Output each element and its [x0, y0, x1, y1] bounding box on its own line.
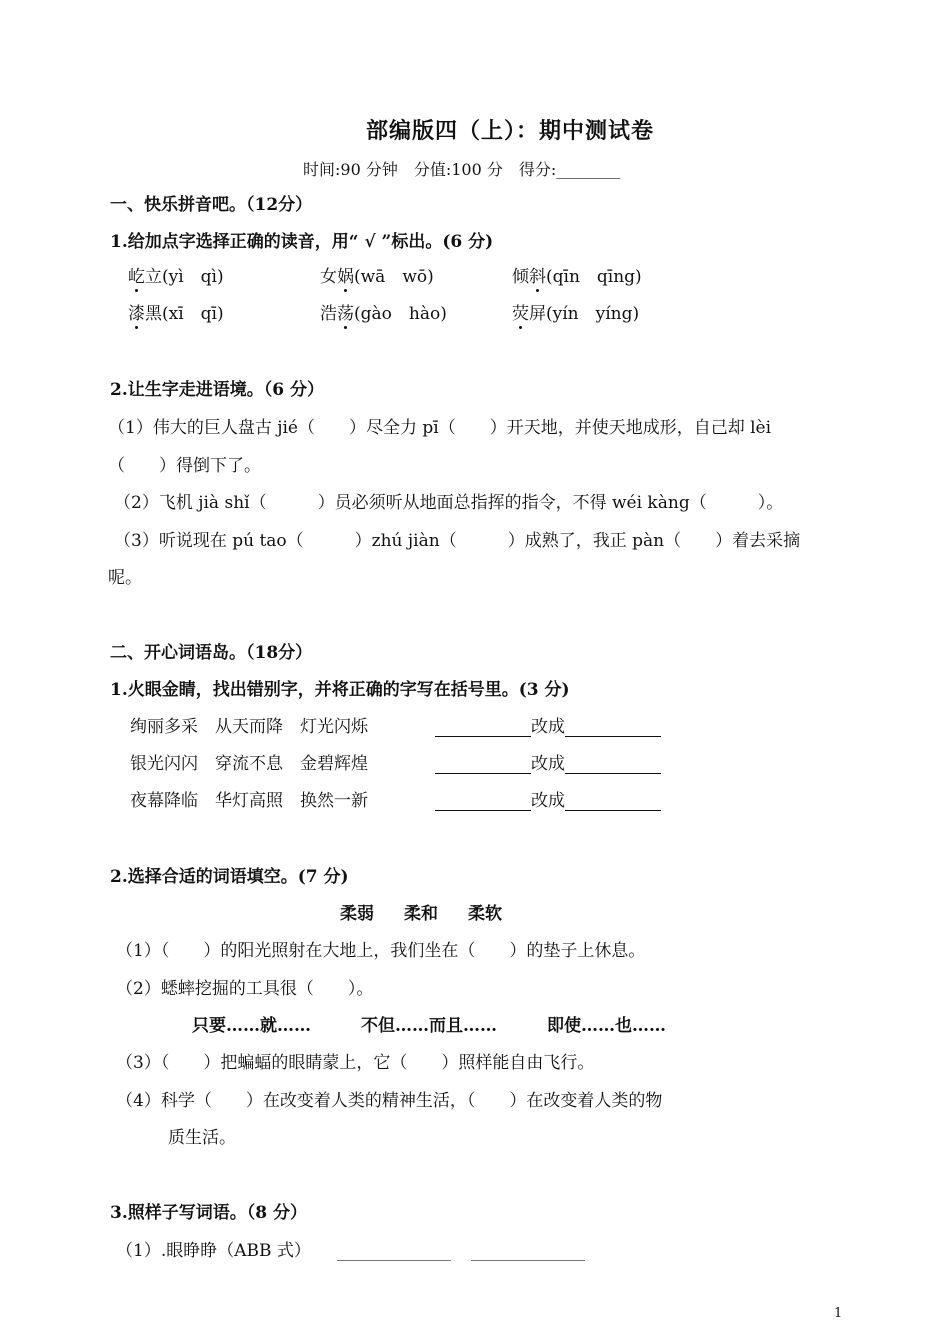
- pinyin-item: [320, 299, 447, 324]
- q2-1-heading: 1.火眼金睛，找出错别字，并将正确的字写在括号里。(3 分): [110, 680, 570, 700]
- answer-blank[interactable]: [337, 1243, 451, 1261]
- pinyin-item: [128, 299, 224, 324]
- option-word: 只要……就……: [192, 1016, 311, 1036]
- idiom: 夜幕降临: [130, 791, 198, 811]
- idiom: 绚丽多采: [130, 717, 198, 737]
- fill-line: （4）科学（ ）在改变着人类的精神生活，（ ）在改变着人类的物: [116, 1091, 663, 1111]
- pinyin-options: (qīn qīng): [546, 267, 642, 287]
- typo-row: [130, 749, 368, 774]
- q1-2-heading: 2.让生字走进语境。（6 分）: [110, 380, 324, 400]
- answer-blank[interactable]: [471, 1243, 585, 1261]
- idiom: 换然一新: [300, 791, 368, 811]
- typo-row: [130, 786, 368, 811]
- change-label: 改成: [531, 717, 565, 737]
- answer-blank[interactable]: [435, 756, 531, 774]
- option-word: 即使……也……: [547, 1016, 666, 1036]
- fill-line: （2）蟋蟀挖掘的工具很（ ）。: [116, 979, 374, 999]
- typo-row: [130, 712, 368, 737]
- pinyin-options: 立(yì qì): [145, 267, 224, 287]
- correction-field: [435, 786, 661, 811]
- conjunction-options: [192, 1011, 666, 1036]
- plain-char: 倾: [512, 267, 529, 287]
- page-number: 1: [834, 1306, 843, 1321]
- section-2-heading: 二、开心词语岛。（18分）: [110, 643, 313, 663]
- example-prompt: （1）.眼睁睁（ABB 式）: [116, 1241, 311, 1261]
- pinyin-options: 黑(xī qī): [145, 304, 224, 324]
- idiom: 银光闪闪: [130, 754, 198, 774]
- answer-blank[interactable]: [565, 756, 661, 774]
- section-1-heading: 一、快乐拼音吧。（12分）: [110, 195, 313, 215]
- option-word: 不但……而且……: [361, 1016, 497, 1036]
- pinyin-options: (gào hào): [354, 304, 447, 324]
- idiom: 穿流不息: [215, 754, 283, 774]
- context-line: （3）听说现在 pú tao（ ）zhú jiàn（ ）成熟了，我正 pàn（ ）着去采摘: [114, 531, 801, 551]
- answer-blank[interactable]: [565, 719, 661, 737]
- q2-2-heading: 2.选择合适的词语填空。(7 分): [110, 867, 349, 887]
- dotted-char: 荡: [337, 299, 354, 324]
- answer-blank[interactable]: [565, 793, 661, 811]
- pinyin-item: [320, 262, 434, 287]
- fill-line: （3）（ ）把蝙蝠的眼睛蒙上，它（ ）照样能自由飞行。: [116, 1053, 595, 1073]
- fill-line: （1）（ ）的阳光照射在大地上，我们坐在（ ）的垫子上休息。: [116, 941, 646, 961]
- option-word: 柔软: [468, 904, 502, 924]
- context-line: （2）飞机 jià shǐ（ ）员必须听从地面总指挥的指令，不得 wéi kàng（ ）。: [114, 493, 784, 513]
- idiom: 从天而降: [215, 717, 283, 737]
- idiom: 灯光闪烁: [300, 717, 368, 737]
- plain-char: 浩: [320, 304, 337, 324]
- dotted-char: 漆: [128, 299, 145, 324]
- page-title: 部编版四（上）：期中测试卷: [366, 118, 655, 144]
- answer-blank[interactable]: [435, 719, 531, 737]
- pinyin-item: [512, 299, 639, 324]
- pinyin-options: 屏(yín yíng): [529, 304, 640, 324]
- option-word: 柔弱: [340, 904, 374, 924]
- dotted-char: 斜: [529, 262, 546, 287]
- exam-meta: 时间:90 分钟 分值:100 分 得分:________: [303, 160, 621, 179]
- fill-line: 质生活。: [168, 1128, 236, 1148]
- change-label: 改成: [531, 754, 565, 774]
- idiom: 金碧辉煌: [300, 754, 368, 774]
- answer-blank[interactable]: [435, 793, 531, 811]
- correction-field: [435, 712, 661, 737]
- dotted-char: 屹: [128, 262, 145, 287]
- q1-1-heading: 1.给加点字选择正确的读音，用“ √ ”标出。(6 分): [110, 232, 494, 252]
- q2-3-heading: 3.照样子写词语。（8 分）: [110, 1203, 307, 1223]
- pinyin-item: [512, 262, 642, 287]
- dotted-char: 娲: [337, 262, 354, 287]
- context-line: （ ）得倒下了。: [108, 456, 261, 476]
- idiom: 华灯高照: [215, 791, 283, 811]
- word-options: [340, 899, 502, 924]
- context-line: （1）伟大的巨人盘古 jié（ ）尽全力 pī（ ）开天地，并使天地成形，自己却 lèi: [108, 418, 772, 438]
- correction-field: [435, 749, 661, 774]
- plain-char: 女: [320, 267, 337, 287]
- example-line: [116, 1236, 585, 1261]
- pinyin-item: [128, 262, 224, 287]
- change-label: 改成: [531, 791, 565, 811]
- option-word: 柔和: [404, 904, 438, 924]
- pinyin-options: (wā wō): [354, 267, 434, 287]
- context-line: 呢。: [108, 568, 142, 588]
- dotted-char: 荧: [512, 299, 529, 324]
